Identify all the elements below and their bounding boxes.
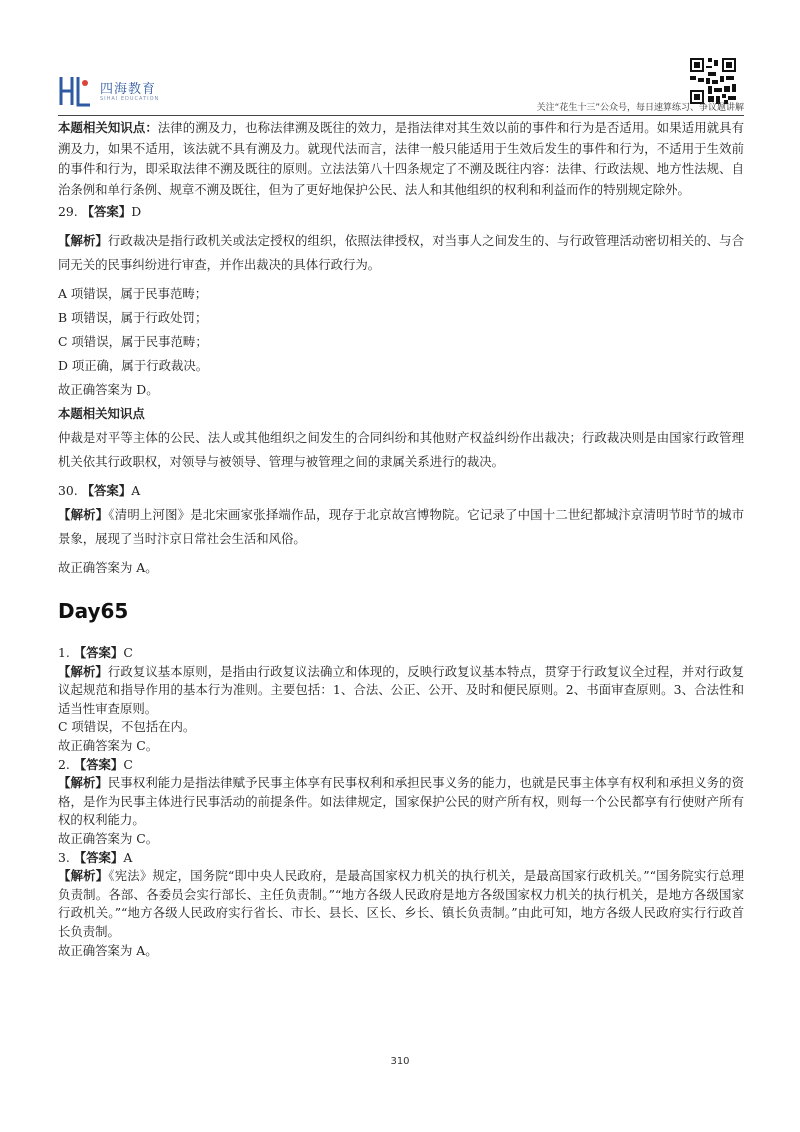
- explanation-text: 行政复议基本原则，是指由行政复议法确立和体现的，反映行政复议基本特点，贯穿于行政复议全过程，并对行政复议起规范和指导作用的基本行为准则。主要包括：1、合法、公正、公开、及时和便民原则。2、书面审查原则。3、合法性和适当性审查原则。: [58, 663, 745, 716]
- answer-label: 【答案】: [73, 645, 124, 660]
- explanation-label: 【解析】: [58, 233, 108, 248]
- conclusion-line: 故正确答案为 D。: [58, 382, 159, 397]
- logo-text-en: SIHAI EDUCATION: [100, 96, 160, 102]
- section-day-answers: [58, 644, 744, 960]
- explanation-text: 《清明上河图》是北宋画家张择端作品，现存于北京故宫博物院。它记录了中国十二世纪都城汴京清明节时节的城市景象，展现了当时汴京日常社会生活和风俗。: [58, 507, 744, 546]
- explanation-q2: [58, 774, 744, 830]
- explanation-q30: [58, 503, 744, 551]
- question-number: 30.: [58, 483, 82, 498]
- knowledge-heading: 本题相关知识点: [58, 406, 145, 421]
- explanation-text: 《宪法》规定，国务院“即中央人民政府，是最高国家权力机关的执行机关，是最高国家行政机关。”“国务院实行总理负责制。各部、各委员会实行部长、主任负责制。”“地方各级人民政府是地方各级国家权力机关的执行机关，是地方各级国家行政机关。”“地方各级人民政府实行省长、市长、县长、区长、乡长、镇长负责制。”由此可知，地方各级人民政府实行行政首长负责制。: [58, 868, 744, 939]
- answer-label: 【答案】: [81, 483, 132, 498]
- knowledge-text: 仲裁是对平等主体的公民、法人或其他组织之间发生的合同纠纷和其他财产权益纠纷作出裁决；行政裁决则是由国家行政管理机关依其行政职权，对领导与被领导、管理与被管理之间的隶属关系进行的裁决。: [58, 430, 744, 469]
- answer-line-q2: [58, 756, 744, 775]
- question-number: 2.: [58, 756, 74, 772]
- answer-label: 【答案】: [81, 204, 132, 219]
- answer-line-q30: [58, 479, 744, 503]
- option-line: B 项错误，属于行政处罚；: [58, 310, 208, 325]
- explanation-label: 【解析】: [58, 868, 109, 884]
- qr-code-icon: [688, 56, 738, 106]
- conclusion-line: 故正确答案为 A。: [58, 942, 158, 958]
- question-number: 1.: [58, 645, 74, 660]
- section-previous-answers: [58, 118, 744, 580]
- logo-mark-icon: [58, 74, 92, 108]
- explanation-q3: [58, 867, 744, 941]
- question-number: 3.: [58, 849, 74, 865]
- option-line: C 项错误，属于民事范畴；: [58, 334, 208, 349]
- main-content: [58, 118, 744, 960]
- conclusion-line: 故正确答案为 C。: [58, 737, 159, 753]
- answer-line-q3: [58, 849, 744, 868]
- explanation-label: 【解析】: [58, 507, 109, 522]
- answer-line-q1: [58, 644, 744, 663]
- logo-text-cn: 四海教育: [100, 82, 157, 97]
- answer-label: 【答案】: [73, 849, 124, 865]
- option-line: A 项错误，属于民事范畴；: [58, 286, 208, 301]
- conclusion-line: 故正确答案为 C。: [58, 830, 159, 846]
- answer-value: D: [131, 204, 142, 219]
- knowledge-paragraph: [58, 118, 744, 200]
- option-line: C 项错误，不包括在内。: [58, 719, 196, 735]
- answer-value: C: [123, 645, 133, 660]
- explanation-text: 行政裁决是指行政机关或法定授权的组织，依照法律授权，对当事人之间发生的、与行政管理活动密切相关的、与合同无关的民事纠纷进行审查，并作出裁决的具体行政行为。: [58, 233, 745, 272]
- question-number: 29.: [58, 204, 82, 219]
- answer-value: A: [123, 849, 133, 865]
- explanation-text: 民事权利能力是指法律赋予民事主体享有民事权利和承担民事义务的能力，也就是民事主体享有权利和承担义务的资格，是作为民事主体进行民事活动的前提条件。如法律规定，国家保护公民的财产所有权，则每一个公民都享有行使财产所有权的权利能力。: [58, 775, 745, 828]
- answer-value: A: [131, 483, 141, 498]
- knowledge-text: 法律的溯及力，也称法律溯及既往的效力，是指法律对其生效以前的事件和行为是否适用。如果适用就具有溯及力，如果不适用，该法就不具有溯及力。就现代法而言，法律一般只能适用于生效后发生的事件和行为，不适用于生效前的事件和行为，即采取法律不溯及既往的原则。立法法第八十四条规定了不溯及既往内容：法律、行政法规、地方性法规、自治条例和单行条例、规章不溯及既往，但为了更好地保护公民、法人和其他组织的权利和利益而作的特别规定除外。: [58, 120, 745, 197]
- explanation-label: 【解析】: [58, 775, 108, 791]
- page-header: [58, 56, 744, 116]
- explanation-q29: [58, 229, 744, 277]
- explanation-label: 【解析】: [58, 663, 108, 679]
- answer-line-q29: [58, 200, 744, 224]
- page-number: 310: [390, 1056, 410, 1067]
- day-heading: Day65: [58, 599, 129, 623]
- header-tagline: 关注“花生十三”公众号，每日速算练习、争议题讲解: [536, 103, 744, 113]
- conclusion-line: 故正确答案为 A。: [58, 560, 158, 575]
- knowledge-label: 本题相关知识点：: [58, 120, 158, 135]
- answer-value: C: [123, 756, 133, 772]
- brand-logo: [58, 74, 198, 110]
- explanation-q1: [58, 663, 744, 719]
- answer-label: 【答案】: [73, 756, 124, 772]
- option-line: D 项正确，属于行政裁决。: [58, 358, 209, 373]
- header-divider: [58, 115, 744, 116]
